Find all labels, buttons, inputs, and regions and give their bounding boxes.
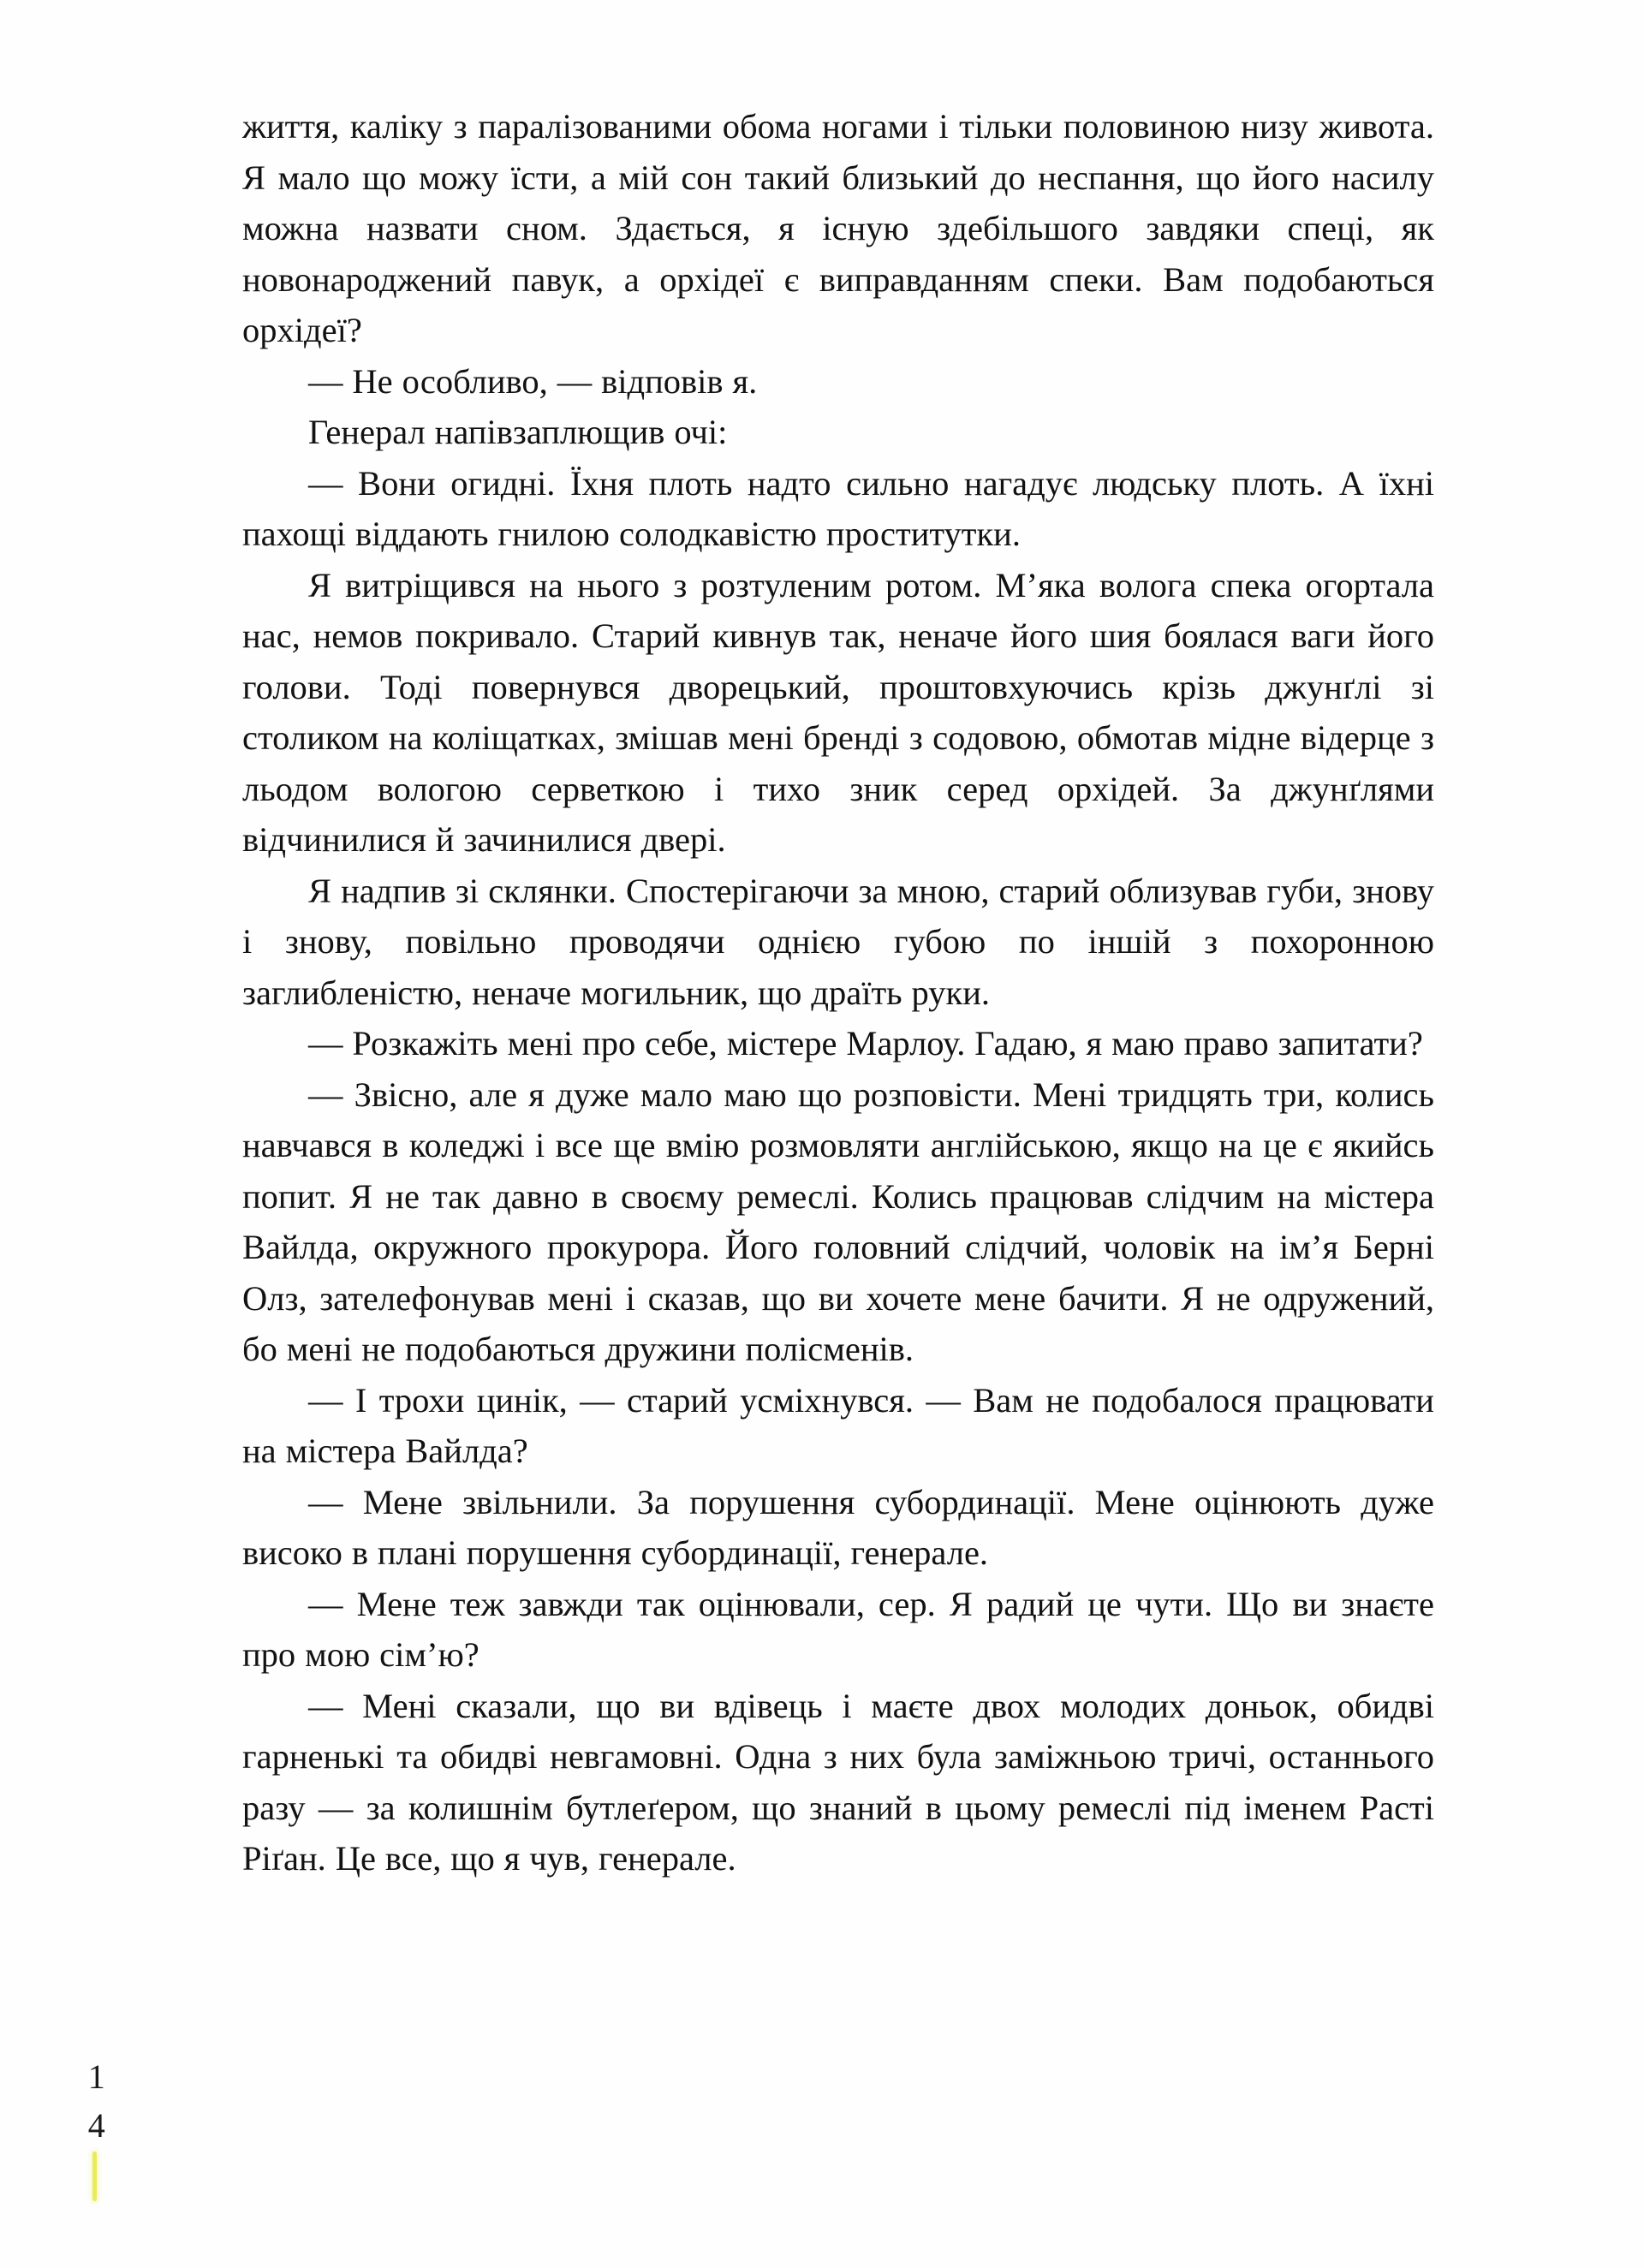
paragraph: Я витріщився на нього з розтуленим ротом. М’яка волога спека огортала нас, немов покривало. Старий кивнув так, неначе його шия боялася ваги його голови. Тоді повернувся дворецький, проштовхуючись крізь джунґлі зі столиком на коліщатках, змішав мені бренді з содовою, обмотав мідне відерце з льодом вологою серветкою і тихо зник серед орхідей. За джунґлями відчинилися й зачинилися двері. (242, 565, 1434, 859)
paragraph: — Вони огидні. Їхня плоть надто сильно нагадує людську плоть. А їхні пахощі віддають гнилою солодкавістю проститутки. (242, 463, 1434, 553)
page-number-digit-1: 1 (87, 2057, 106, 2096)
page-number-digit-2: 4 (87, 2105, 106, 2145)
paragraph: — Звісно, але я дуже мало маю що розповісти. Мені тридцять три, колись навчався в коледжі і все ще вмію розмовляти англійською, якщо на це є якийсь попит. Я не так давно в своєму ремеслі. Колись працював слідчим на містера Вайлда, окружного прокурора. Його головний слідчий, чоловік на ім’я Берні Олз, зателефонував мені і сказав, що ви хочете мене бачити. Я не одружений, бо мені не подобаються дружини полісменів. (242, 1074, 1434, 1368)
paragraph: Генерал напівзаплющив очі: (308, 413, 728, 451)
paragraph: — Розкажіть мені про себе, містере Марлоу. Гадаю, я маю право запитати? (308, 1024, 1423, 1063)
paragraph: — І трохи цинік, — старий усміхнувся. — Вам не подобалося працювати на містера Вайлда? (242, 1380, 1434, 1470)
margin-accent-rule (92, 2152, 97, 2201)
paragraph: — Мені сказали, що ви вдівець і маєте двох молодих доньок, обидві гарненькі та обидві невгамовні. Одна з них була заміжньою тричі, останнього разу — за колишнім бутлеґером, що знаний в цьому ремеслі під іменем Расті Ріґан. Це все, що я чув, генерале. (242, 1686, 1434, 1878)
paragraph: — Не особливо, — відповів я. (308, 361, 758, 401)
paragraph: — Мене звільнили. За порушення субординації. Мене оцінюють дуже високо в плані порушення субординації, генерале. (242, 1482, 1434, 1572)
body-text-column (242, 101, 1434, 1884)
paragraph: Я надпив зі склянки. Спостерігаючи за мною, старий облизував губи, знову і знову, повільно проводячи однією губою по іншій з похоронною заглибленістю, неначе могильник, що драїть руки. (242, 871, 1434, 1012)
paragraph: життя, каліку з паралізованими обома ногами і тільки половиною низу живота. Я мало що можу їсти, а мій сон такий близький до неспання, що його насилу можна назвати сном. Здається, я існую здебільшого завдяки спеці, як новонароджений павук, а орхідеї є виправданням спеки. Вам подобаються орхідеї? (242, 107, 1434, 349)
page-number (67, 2053, 127, 2151)
paragraph: — Мене теж завжди так оцінювали, сер. Я радий це чути. Що ви знаєте про мою сім’ю? (242, 1584, 1434, 1674)
